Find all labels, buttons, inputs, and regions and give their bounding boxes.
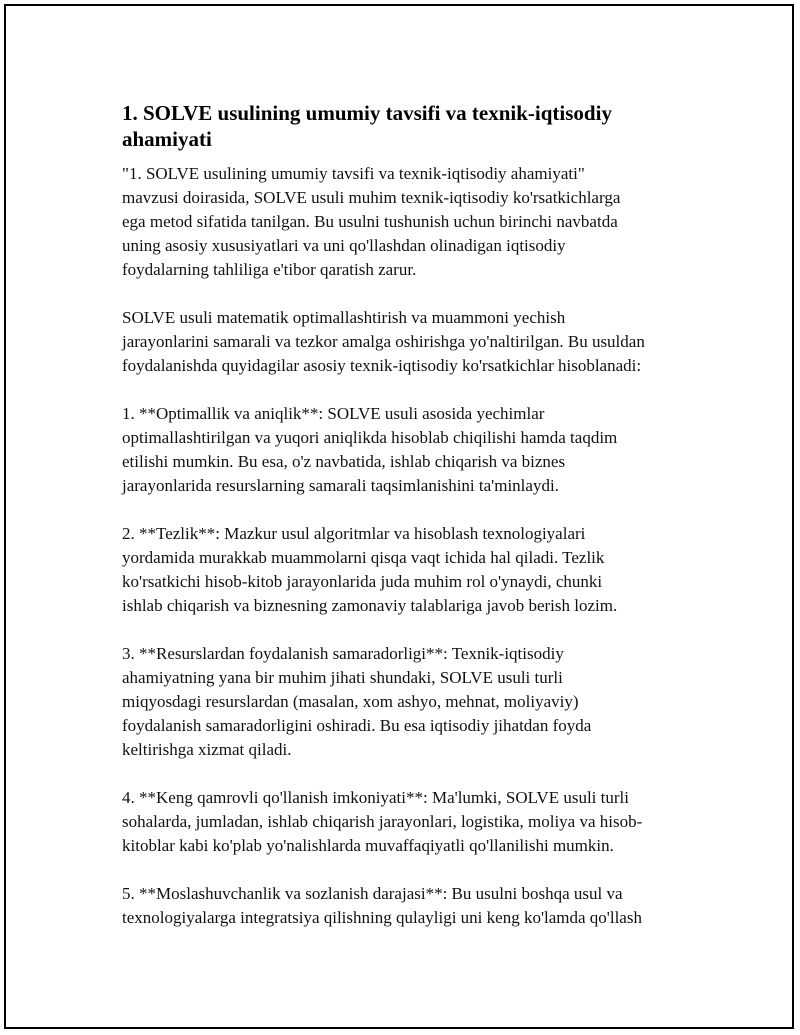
text-line: foydalarning tahliliga e'tibor qaratish zarur. — [122, 260, 417, 279]
text-line: 4. **Keng qamrovli qo'llanish imkoniyati**: Ma'lumki, SOLVE usuli turli — [122, 788, 629, 807]
text-line: 1. **Optimallik va aniqlik**: SOLVE usuli asosida yechimlar — [122, 404, 545, 423]
title-line: ahamiyati — [122, 127, 212, 151]
list-item-speed — [122, 522, 702, 618]
text-line: 5. **Moslashuvchanlik va sozlanish darajasi**: Bu usulni boshqa usul va — [122, 884, 623, 903]
text-line: ahamiyatning yana bir muhim jihati shundaki, SOLVE usuli turli — [122, 668, 563, 687]
text-line: ega metod sifatida tanilgan. Bu usulni tushunish uchun birinchi navbatda — [122, 212, 618, 231]
title-line: 1. SOLVE usulining umumiy tavsifi va texnik-iqtisodiy — [122, 101, 612, 125]
text-line: jarayonlarida resurslarning samarali taqsimlanishini ta'minlaydi. — [122, 476, 559, 495]
text-line: etilishi mumkin. Bu esa, o'z navbatida, ishlab chiqarish va biznes — [122, 452, 566, 471]
intro-paragraph — [122, 162, 702, 282]
text-line: foydalanishda quyidagilar asosiy texnik-iqtisodiy ko'rsatkichlar hisoblanadi: — [122, 356, 642, 375]
text-line: yordamida murakkab muammolarni qisqa vaqt ichida hal qiladi. Tezlik — [122, 548, 605, 567]
text-line: optimallashtirilgan va yuqori aniqlikda hisoblab chiqilishi hamda taqdim — [122, 428, 618, 447]
list-item-wide-applicability — [122, 786, 702, 858]
overview-paragraph — [122, 306, 702, 378]
document-page — [4, 4, 794, 1029]
text-line: SOLVE usuli matematik optimallashtirish va muammoni yechish — [122, 308, 566, 327]
text-line: uning asosiy xususiyatlari va uni qo'llashdan olinadigan iqtisodiy — [122, 236, 566, 255]
text-line: sohalarda, jumladan, ishlab chiqarish jarayonlari, logistika, moliya va hisob- — [122, 812, 643, 831]
text-line: foydalanish samaradorligini oshiradi. Bu esa iqtisodiy jihatdan foyda — [122, 716, 592, 735]
text-line: miqyosdagi resurslardan (masalan, xom ashyo, mehnat, moliyaviy) — [122, 692, 579, 711]
text-line: kitoblar kabi ko'plab yo'nalishlarda muvaffaqiyatli qo'llanilishi mumkin. — [122, 836, 614, 855]
document-body — [122, 100, 702, 954]
text-line: 2. **Tezlik**: Mazkur usul algoritmlar va hisoblash texnologiyalari — [122, 524, 586, 543]
list-item-optimality — [122, 402, 702, 498]
text-line: mavzusi doirasida, SOLVE usuli muhim texnik-iqtisodiy ko'rsatkichlarga — [122, 188, 621, 207]
text-line: ko'rsatkichi hisob-kitob jarayonlarida juda muhim rol o'ynaydi, chunki — [122, 572, 603, 591]
text-line: texnologiyalarga integratsiya qilishning qulayligi uni keng ko'lamda qo'llash — [122, 908, 642, 927]
text-line: 3. **Resurslardan foydalanish samaradorligi**: Texnik-iqtisodiy — [122, 644, 564, 663]
text-line: ishlab chiqarish va biznesning zamonaviy talablariga javob berish lozim. — [122, 596, 618, 615]
text-line: "1. SOLVE usulining umumiy tavsifi va texnik-iqtisodiy ahamiyati" — [122, 164, 585, 183]
text-line: keltirishga xizmat qiladi. — [122, 740, 292, 759]
list-item-resource-efficiency — [122, 642, 702, 762]
list-item-flexibility — [122, 882, 702, 930]
section-title — [122, 100, 702, 152]
text-line: jarayonlarini samarali va tezkor amalga oshirishga yo'naltirilgan. Bu usuldan — [122, 332, 645, 351]
